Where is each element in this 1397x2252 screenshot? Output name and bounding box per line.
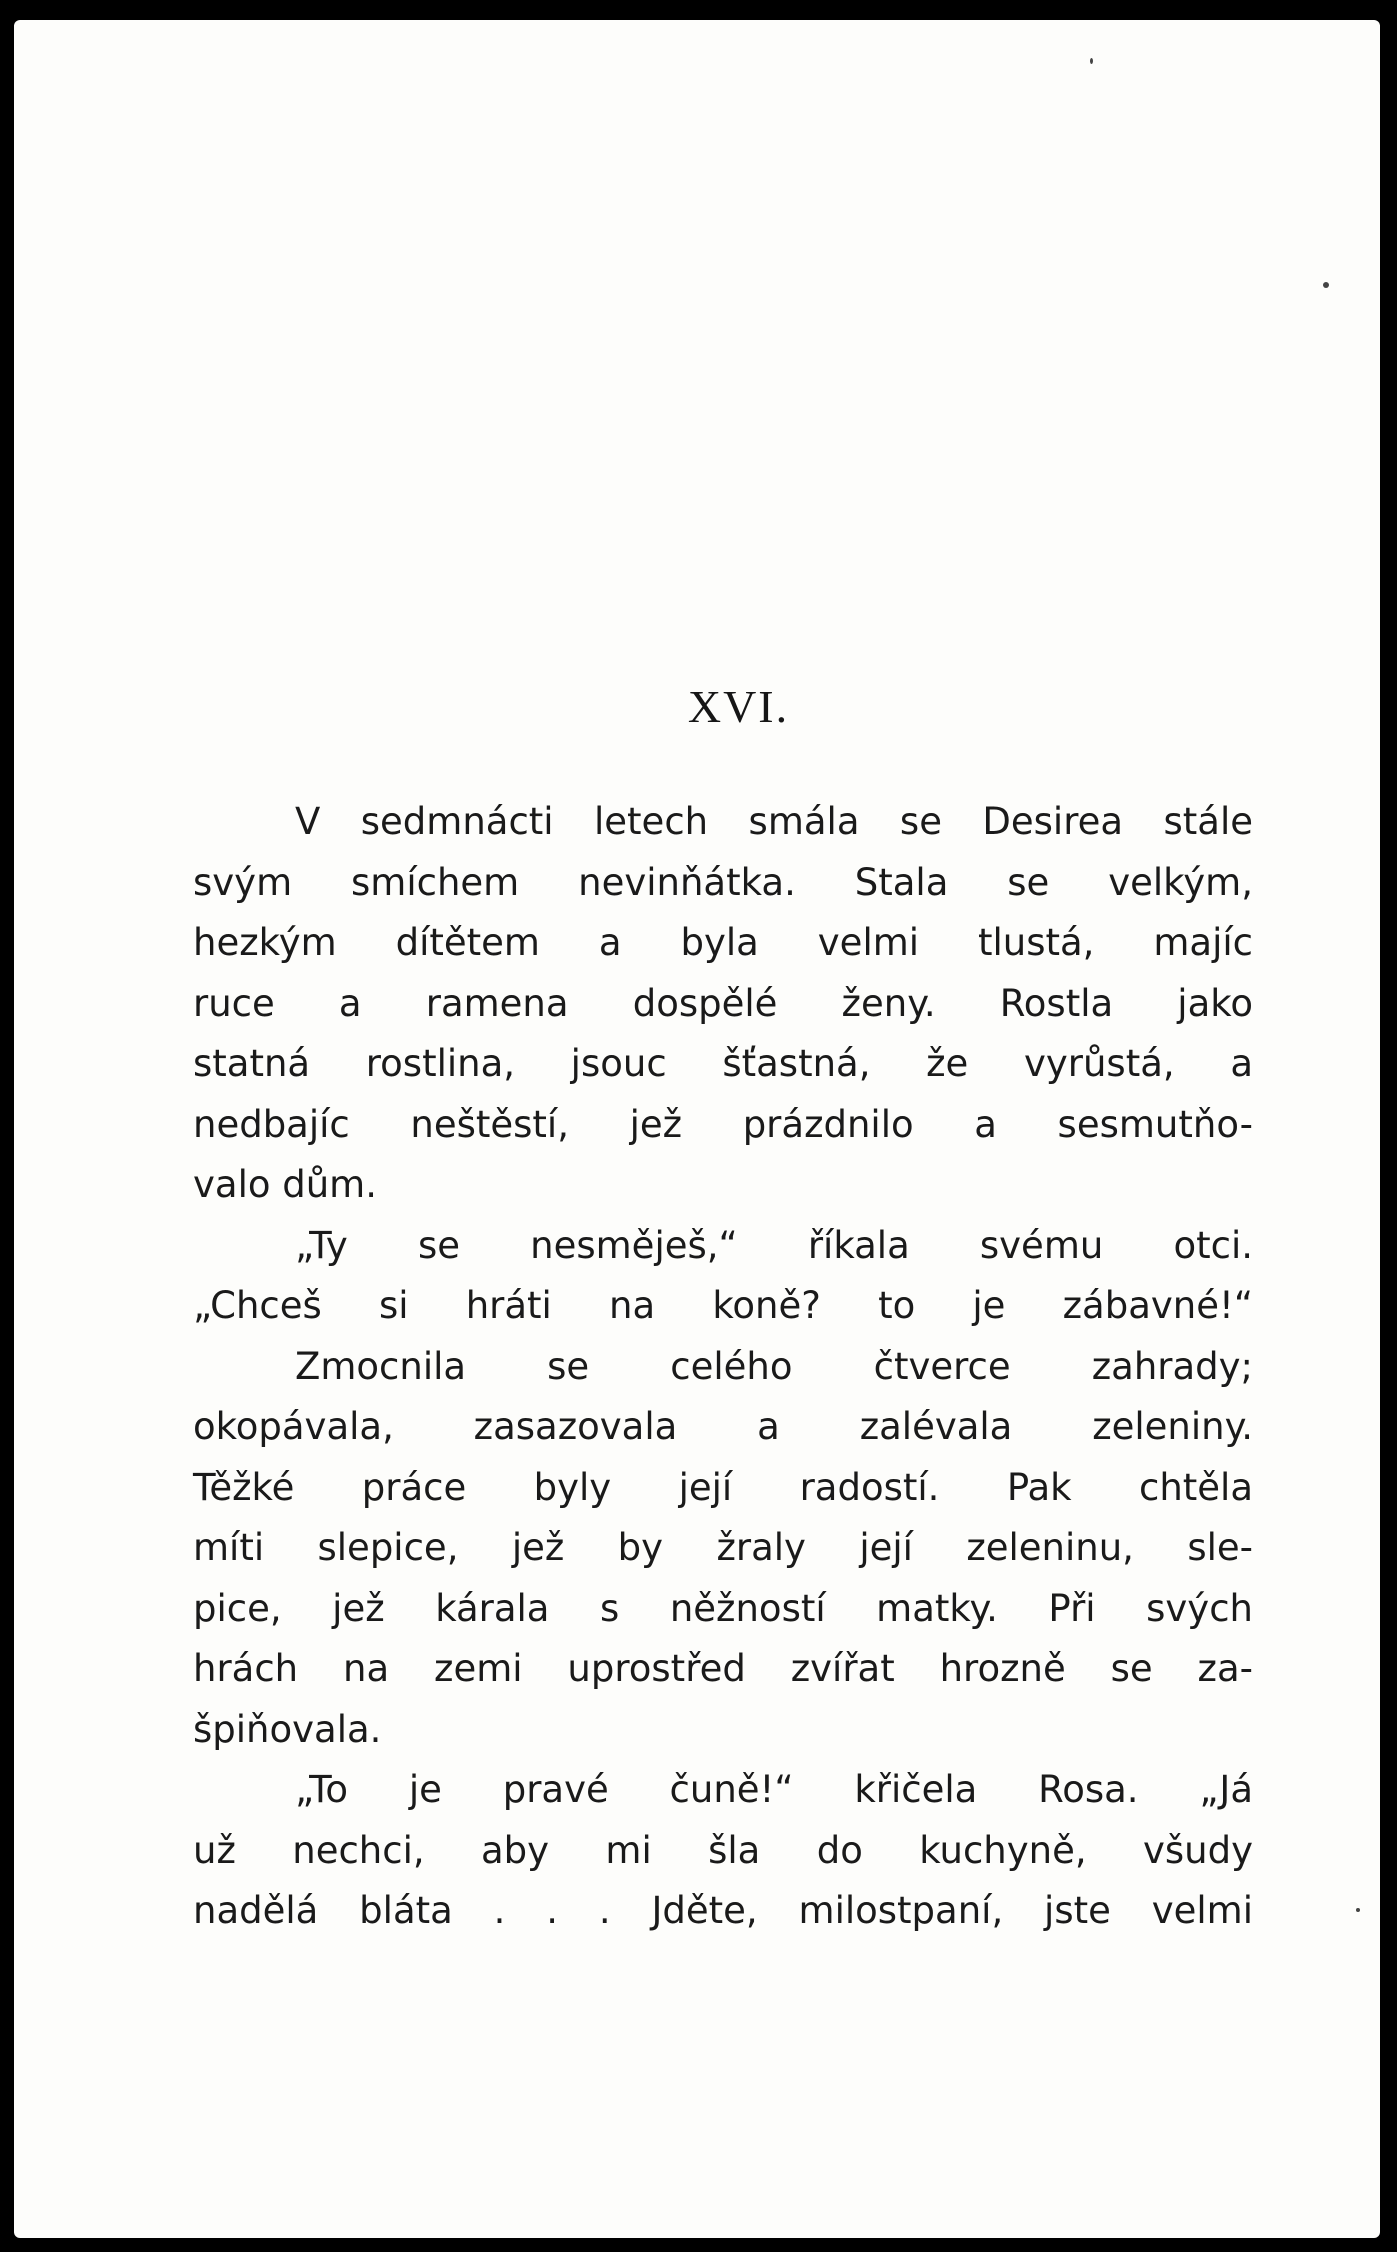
text-line: „Chceš si hráti na koně? to je zábavné!“ [193, 1284, 1253, 1327]
text-line: hrách na zemi uprostřed zvířat hrozně se za- [193, 1647, 1253, 1690]
paper-speck [1356, 1908, 1360, 1912]
text-line: Těžké práce byly její radostí. Pak chtěla [193, 1465, 1253, 1509]
paper-speck [1090, 58, 1093, 64]
text-line: míti slepice, jež by žraly její zeleninu, sle- [193, 1526, 1253, 1569]
text-line: pice, jež kárala s něžností matky. Při svých [193, 1586, 1253, 1630]
paper-speck [1323, 282, 1329, 288]
chapter-heading: XVI. [687, 681, 790, 732]
text-line: nadělá bláta . . . Jděte, milostpaní, jste velmi [193, 1889, 1253, 1932]
text-line: už nechci, aby mi šla do kuchyně, všudy [193, 1828, 1253, 1872]
text-line: svým smíchem nevinňátka. Stala se velkým, [193, 860, 1253, 904]
text-line: valo dům. [193, 1163, 377, 1206]
text-line: ruce a ramena dospělé ženy. Rostla jako [193, 981, 1253, 1025]
text-line: Zmocnila se celého čtverce zahrady; [295, 1344, 1253, 1388]
text-line: nedbajíc neštěstí, jež prázdnilo a sesmutňo- [193, 1102, 1253, 1146]
text-line: hezkým dítětem a byla velmi tlustá, majíc [193, 921, 1253, 964]
text-line: V sedmnácti letech smála se Desirea stále [295, 800, 1253, 843]
text-line: okopávala, zasazovala a zalévala zeleniny. [193, 1405, 1253, 1448]
body-text [193, 792, 1253, 1942]
text-line: „Ty se nesměješ,“ říkala svému otci. [295, 1223, 1253, 1267]
text-line: statná rostlina, jsouc šťastná, že vyrůstá, a [193, 1042, 1253, 1085]
text-line: „To je pravé čuně!“ křičela Rosa. „Já [295, 1768, 1253, 1811]
text-line: špiňovala. [193, 1707, 382, 1751]
